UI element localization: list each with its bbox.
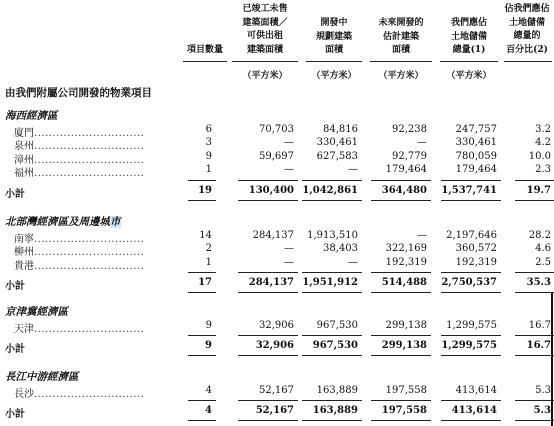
cell-pct: 28.2 <box>528 230 551 241</box>
cell-pct: 16.7 <box>528 320 551 331</box>
subtotal-land_bank: 1,299,575 <box>441 340 497 352</box>
section-title: 海西經濟區 <box>5 110 58 122</box>
header-rule-count <box>183 61 227 62</box>
row-label <box>14 320 144 335</box>
row-label <box>14 385 144 400</box>
subtotal-bottom-rule <box>302 292 362 293</box>
subtotal-bottom-rule <box>302 355 362 356</box>
city-name: 天津 <box>14 324 34 335</box>
cell-under_dev: — <box>348 164 358 176</box>
header-land-bank-line-3: 總量(1) <box>452 45 486 55</box>
subtotal-top-rule <box>371 335 431 336</box>
cell-count: 3 <box>205 137 212 149</box>
city-name: 柳州 <box>14 247 34 259</box>
cell-completed: 52,167 <box>259 385 294 396</box>
subtotal-bottom-rule <box>302 200 362 201</box>
header-under-development <box>302 17 366 58</box>
subtotal-bottom-rule <box>188 355 216 356</box>
subtotal-pct: 5.3 <box>533 405 551 417</box>
cell-completed: 284,137 <box>252 230 294 241</box>
subtotal-under_dev: 1,042,861 <box>302 184 358 196</box>
cell-under_dev: 967,530 <box>316 320 358 331</box>
subtotal-top-rule <box>302 400 362 401</box>
header-under-dev-line-2: 規劃建築 <box>315 31 352 42</box>
subtotal-bottom-rule <box>238 292 298 293</box>
header-pct-line-1: 佔我們應佔 <box>504 4 550 14</box>
cell-pct: 4.6 <box>535 243 551 255</box>
subtotal-count: 17 <box>198 277 212 289</box>
section-title: 京津冀經濟區 <box>5 306 68 318</box>
subtotal-label: 小計 <box>5 409 25 421</box>
leader-dots: .............................. <box>34 324 145 335</box>
leader-dots: .............................. <box>34 260 145 272</box>
subtotal-bottom-rule <box>238 420 298 421</box>
cell-count: 4 <box>205 385 212 396</box>
cell-land_bank: 2,197,646 <box>446 230 497 241</box>
unit-under-dev: （平方米） <box>311 71 357 81</box>
cell-land_bank: 330,461 <box>455 137 497 149</box>
subtotal-pct: 16.7 <box>526 340 551 352</box>
header-land-bank <box>436 17 502 58</box>
cell-pct: 2.5 <box>535 256 551 268</box>
cell-future: 92,779 <box>392 150 427 162</box>
subtotal-top-rule <box>188 335 216 336</box>
cell-pct: 2.3 <box>535 164 551 176</box>
right-edge-bar <box>551 292 553 426</box>
header-land-bank-line-1: 我們應佔 <box>450 18 487 28</box>
subtotal-bottom-rule <box>441 420 501 421</box>
cell-completed: 59,697 <box>259 150 294 162</box>
header-completed-gfa <box>228 3 302 57</box>
cell-land_bank: 1,299,575 <box>446 320 497 331</box>
subtotal-top-rule <box>371 180 431 181</box>
cell-future: 322,169 <box>385 243 427 255</box>
header-rule-under-dev <box>306 61 362 62</box>
subtotal-bottom-rule <box>515 420 554 421</box>
header-pct-line-4: 百分比(2) <box>506 44 548 55</box>
header-rule-completed <box>232 61 298 62</box>
subtotal-bottom-rule <box>515 355 554 356</box>
subtotal-bottom-rule <box>515 200 554 201</box>
cell-land_bank: 413,614 <box>455 385 497 396</box>
subtotal-bottom-rule <box>515 292 554 293</box>
cell-future: 92,238 <box>392 124 427 135</box>
subtotal-bottom-rule <box>371 200 431 201</box>
unit-land-bank: （平方米） <box>446 71 492 81</box>
leader-dots: .............................. <box>34 154 145 166</box>
subtotal-under_dev: 967,530 <box>312 340 358 352</box>
subtotal-top-rule <box>441 400 501 401</box>
cell-count: 2 <box>205 243 212 255</box>
subtotal-land_bank: 1,537,741 <box>441 184 497 196</box>
cell-completed: — <box>284 243 294 255</box>
row-label <box>14 164 144 179</box>
header-completed-line-1: 已竣工未售 <box>242 4 288 14</box>
subtotal-top-rule <box>441 272 501 273</box>
cell-under_dev: 163,889 <box>316 385 358 396</box>
cell-under_dev: 1,913,510 <box>307 230 358 241</box>
subtotal-top-rule <box>441 180 501 181</box>
cell-land_bank: 360,572 <box>455 243 497 255</box>
cell-under_dev: 330,461 <box>316 137 358 149</box>
subtotal-future: 299,138 <box>381 340 427 352</box>
cell-pct: 10.0 <box>528 150 551 162</box>
cell-completed: 70,703 <box>259 124 294 135</box>
leader-dots: .............................. <box>34 141 145 153</box>
cell-completed: 32,906 <box>259 320 294 331</box>
cell-future: 192,319 <box>385 256 427 268</box>
header-pct-line-2: 土地儲備 <box>508 17 545 28</box>
header-land-bank-line-2: 土地儲備 <box>450 31 487 42</box>
row-label <box>14 257 144 272</box>
cell-future: — <box>417 137 427 149</box>
subtotal-top-rule <box>238 400 298 401</box>
cell-land_bank: 192,319 <box>455 256 497 268</box>
subtotal-pct: 19.7 <box>526 184 551 196</box>
section-title: 長江中游經濟區 <box>5 371 79 383</box>
header-pct-line-3: 總量的 <box>513 31 541 41</box>
cell-pct: 5.3 <box>535 385 551 396</box>
subtotal-top-rule <box>302 180 362 181</box>
subtotal-land_bank: 413,614 <box>451 405 497 417</box>
subtotal-top-rule <box>441 335 501 336</box>
header-future-development <box>366 17 436 58</box>
header-rule-pct <box>504 61 552 62</box>
cell-completed: — <box>284 137 294 149</box>
unit-completed: （平方米） <box>242 71 288 81</box>
cell-future: — <box>417 230 427 241</box>
city-name: 漳州 <box>14 154 34 166</box>
header-completed-line-4: 建築面積 <box>246 44 283 55</box>
subtotal-completed: 52,167 <box>255 405 294 417</box>
header-percentage <box>500 3 554 57</box>
header-under-dev-line-1: 開發中 <box>320 18 348 28</box>
subtotal-top-rule <box>515 272 554 273</box>
subtotal-count: 4 <box>205 405 212 417</box>
cell-completed: — <box>284 164 294 176</box>
subtotal-top-rule <box>515 180 554 181</box>
subtotal-future: 514,488 <box>381 277 427 289</box>
unit-future: （平方米） <box>378 71 424 81</box>
header-under-dev-line-3: 面積 <box>324 45 343 55</box>
header-completed-line-2: 建築面積／ <box>242 17 288 28</box>
subtotal-label: 小計 <box>5 344 25 356</box>
header-project-count: 項目數量 <box>186 45 223 55</box>
cell-under_dev: 38,403 <box>323 243 358 255</box>
subtotal-bottom-rule <box>238 355 298 356</box>
cell-count: 6 <box>205 124 212 135</box>
subtotal-completed: 32,906 <box>255 340 294 352</box>
subtotal-bottom-rule <box>441 292 501 293</box>
header-future-line-2: 估計建築 <box>382 31 419 42</box>
city-name: 廈門 <box>14 128 34 139</box>
cell-count: 9 <box>205 150 212 162</box>
leader-dots: .............................. <box>34 128 145 139</box>
cell-count: 14 <box>199 230 212 241</box>
subtotal-top-rule <box>188 180 216 181</box>
subtotal-bottom-rule <box>371 355 431 356</box>
subtotal-future: 197,558 <box>381 405 427 417</box>
cell-count: 9 <box>205 320 212 331</box>
subtotal-top-rule <box>515 400 554 401</box>
leader-dots: .............................. <box>34 168 145 180</box>
header-rule-future <box>370 61 432 62</box>
cell-count: 1 <box>205 256 212 268</box>
header-completed-line-3: 可供出租 <box>246 31 283 41</box>
subtotal-top-rule <box>371 400 431 401</box>
cell-under_dev: — <box>348 256 358 268</box>
subtotal-bottom-rule <box>441 355 501 356</box>
header-future-line-1: 未來開發的 <box>378 18 424 28</box>
cell-future: 179,464 <box>385 164 427 176</box>
subtotal-top-rule <box>371 272 431 273</box>
cell-under_dev: 627,583 <box>316 150 358 162</box>
subtotal-top-rule <box>188 272 216 273</box>
subtotal-bottom-rule <box>188 420 216 421</box>
subtotal-top-rule <box>238 335 298 336</box>
subtotal-label: 小計 <box>5 281 25 293</box>
subtotal-bottom-rule <box>371 420 431 421</box>
cell-count: 1 <box>205 164 212 176</box>
subtotal-top-rule <box>515 335 554 336</box>
subtotal-top-rule <box>302 335 362 336</box>
subtotal-future: 364,480 <box>381 184 427 196</box>
subtotal-top-rule <box>302 272 362 273</box>
group-title: 由我們附屬公司開發的物業項目 <box>5 87 152 99</box>
subtotal-bottom-rule <box>441 200 501 201</box>
section-title-text: 北部灣經濟區及周邊城 <box>5 216 110 228</box>
subtotal-bottom-rule <box>238 200 298 201</box>
leader-dots: .............................. <box>34 234 145 245</box>
subtotal-bottom-rule <box>188 292 216 293</box>
section-title-highlight: 市 <box>110 216 121 228</box>
subtotal-label: 小計 <box>5 188 25 200</box>
subtotal-under_dev: 1,951,912 <box>302 277 358 289</box>
cell-future: 299,138 <box>385 320 427 331</box>
subtotal-top-rule <box>188 400 216 401</box>
leader-dots: .............................. <box>34 389 145 400</box>
section-title <box>5 214 121 229</box>
header-future-line-3: 面積 <box>391 45 410 55</box>
subtotal-bottom-rule <box>188 200 216 201</box>
subtotal-bottom-rule <box>302 420 362 421</box>
leader-dots: .............................. <box>34 247 145 259</box>
cell-completed: — <box>284 256 294 268</box>
city-name: 福州 <box>14 168 34 180</box>
cell-land_bank: 780,059 <box>455 150 497 162</box>
city-name: 南寧 <box>14 234 34 245</box>
cell-future: 197,558 <box>385 385 427 396</box>
city-name: 長沙 <box>14 389 34 400</box>
cell-pct: 4.2 <box>535 137 551 149</box>
subtotal-pct: 35.3 <box>526 277 551 289</box>
subtotal-top-rule <box>238 180 298 181</box>
subtotal-land_bank: 2,750,537 <box>441 277 497 289</box>
cell-pct: 3.2 <box>535 124 551 135</box>
cell-land_bank: 179,464 <box>455 164 497 176</box>
city-name: 貴港 <box>14 260 34 272</box>
cell-land_bank: 247,757 <box>455 124 497 135</box>
subtotal-completed: 130,400 <box>248 184 294 196</box>
subtotal-count: 9 <box>205 340 212 352</box>
subtotal-bottom-rule <box>371 292 431 293</box>
header-rule-land-bank <box>440 61 498 62</box>
subtotal-top-rule <box>238 272 298 273</box>
city-name: 泉州 <box>14 141 34 153</box>
subtotal-completed: 284,137 <box>248 277 294 289</box>
cell-under_dev: 84,816 <box>323 124 358 135</box>
subtotal-count: 19 <box>198 184 212 196</box>
subtotal-under_dev: 163,889 <box>312 405 358 417</box>
